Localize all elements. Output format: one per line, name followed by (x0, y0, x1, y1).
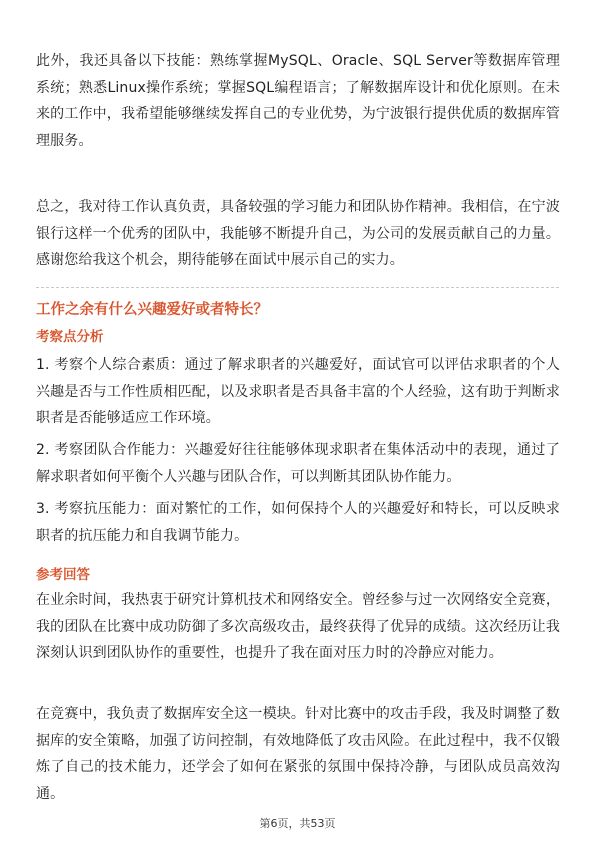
section-divider (36, 287, 559, 288)
analysis-heading: 考察点分析 (36, 329, 104, 345)
analysis-point-1: 1. 考察个人综合素质：通过了解求职者的兴趣爱好，面试官可以评估求职者的个人兴趣是否与工作性质相匹配，以及求职者是否具备丰富的个人经验，这有助于判断求职者是否能够适应工作环境。 (36, 357, 560, 426)
analysis-point-3: 3. 考察抗压能力：面对繁忙的工作，如何保持个人的兴趣爱好和特长，可以反映求职者的抗压能力和自我调节能力。 (36, 501, 560, 544)
page-number: 第6页，共53页 (259, 817, 336, 830)
answer-paragraph-2: 在竞赛中，我负责了数据库安全这一模块。针对比赛中的攻击手段，我及时调整了数据库的安全策略，加强了访问控制，有效地降低了攻击风险。在此过程中，我不仅锻炼了自己的技术能力，还学会了如何在紧张的氛围中保持冷静，与团队成员高效沟通。 (36, 706, 560, 802)
skills-paragraph: 此外，我还具备以下技能：熟练掌握MySQL、Oracle、SQL Server等数据库管理系统；熟悉Linux操作系统；掌握SQL编程语言；了解数据库设计和优化原则。在未来的工作中，我希望能够继续发挥自己的专业优势，为宁波银行提供优质的数据库管理服务。 (36, 53, 560, 149)
answer-heading: 参考回答 (36, 567, 90, 583)
summary-paragraph: 总之，我对待工作认真负责，具备较强的学习能力和团队协作精神。我相信，在宁波银行这样一个优秀的团队中，我能够不断提升自己，为公司的发展贡献自己的力量。感谢您给我这个机会，期待能够在面试中展示自己的实力。 (36, 199, 560, 268)
analysis-point-2: 2. 考察团队合作能力：兴趣爱好往往能够体现求职者在集体活动中的表现，通过了解求职者如何平衡个人兴趣与团队合作，可以判断其团队协作能力。 (36, 442, 560, 485)
answer-paragraph-1: 在业余时间，我热衷于研究计算机技术和网络安全。曾经参与过一次网络安全竞赛，我的团队在比赛中成功防御了多次高级攻击，最终获得了优异的成绩。这次经历让我深刻认识到团队协作的重要性，也提升了我在面对压力时的冷静应对能力。 (36, 592, 560, 661)
question-title: 工作之余有什么兴趣爱好或者特长？ (36, 302, 268, 318)
